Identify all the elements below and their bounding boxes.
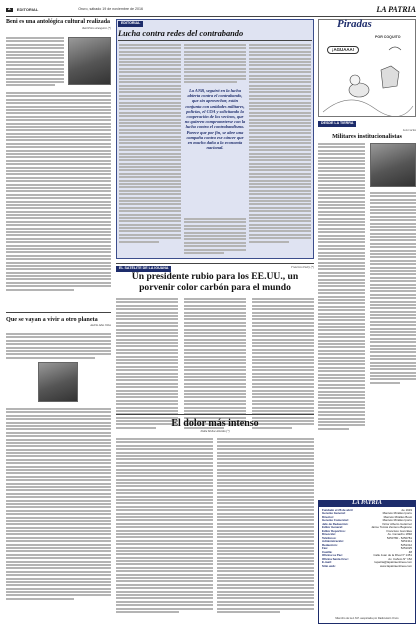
masthead-row-value: Av. Camacho 1892 [387,532,412,537]
issue-date: Oruro, sábado 19 de noviembre de 2016 [78,7,143,12]
main-article-byline: Francisco Endry (*) [291,266,314,269]
cartoon-caption: POR COQUITO [375,35,401,39]
masthead-row-label: Redacción: [322,542,338,547]
masthead-row-label: Jefe de Redacción: [322,521,349,526]
editorial-label: EDITORIAL [118,21,143,27]
left-article-1-text-a [6,37,64,86]
editorial-col-2-bottom [184,218,246,254]
opinion-byline: Luis Carlos [402,129,416,132]
masthead-row-label: Dirección: [322,532,337,537]
author-photo [38,362,78,402]
columnist-photo [68,37,111,85]
masthead-row-label: E-mail: [322,560,332,565]
left-article-2 [6,316,111,328]
masthead-row-value: 5251311 [400,539,412,544]
opinion-col-1 [318,143,365,430]
left-article-2-text-b [6,408,111,600]
masthead-title: LA PATRIA [319,501,415,507]
masthead-row-label: Oficina Santa Cruz: [322,556,349,561]
editorial-col-1 [119,44,181,243]
main-article-col-1 [116,298,178,429]
masthead-row-label: Fundado el 26 de abril [322,507,353,512]
opinion-section-label: DESDE LA TIERRA [318,121,356,127]
masthead-row-label: Editor Deportivo: [322,528,346,533]
left-article-1-byline: Raúl Pinto Aranguren (*) [82,27,111,30]
left-article-1-text-b [6,92,111,291]
masthead-row-value: www.lapatriaenlinea.com [380,563,412,568]
masthead-row-value: Av. Cañoto N° 152 [388,556,412,561]
masthead-row-value: de 1919 [401,507,412,512]
masthead-row-label: Editor General: [322,525,343,530]
masthead-box [318,500,416,624]
masthead-row-value: 5251025 [400,546,412,551]
editorial-pull-quote: La ANB, seguirá en la lucha abierta contra el contrabando, que sin aprovechar, están conjunta con unidades militares, policías, el COA y solicitando la cooperación de los vecinos, que no quieren comprometerse con la lucha contra el contrabandismo. Parece que por fin, se abre una campaña contra ese cáncer que en mucho daña a la economía nacional. [184,88,246,151]
masthead-row-label: Gerente Comercial: [322,518,349,523]
brand-name: LA PATRIA [376,5,416,15]
header-rule [6,16,416,17]
left-article-1 [6,19,111,31]
left-article-1-title: Beni es una antológica cultural realizada [6,19,111,25]
masthead-row-value: Víctor Alberto Gutiérrez [381,521,412,526]
cartoon-speech-bubble: ¡AGUAAA! [327,46,359,54]
masthead-row-label: Director: [322,514,335,519]
masthead-row-value: 48 [408,549,412,554]
editorial-col-3 [249,44,311,243]
masthead-row-value: Jaime Tomás Zenteno Bejarano [371,525,412,530]
bottom-article-title: El dolor más intenso [171,418,259,429]
masthead-row-label: Gerente General: [322,511,346,516]
bottom-article-col-1 [116,438,213,613]
main-article-title: Un presidente rubio para los EE.UU., un porvenir color carbón para el mundo [131,271,299,293]
left-article-2-text-a [6,333,111,359]
left-article-2-title: Que se vayan a vivir a otro planeta [6,316,98,323]
editorial-title: Lucha contra redes del contrabando [118,29,244,38]
editorial-col-2-top [184,44,246,83]
masthead-row-value: 5251312 [400,542,412,547]
masthead-rows [319,507,415,569]
page-number: 2 [8,6,11,13]
bottom-article-col-2 [217,438,314,613]
cartoon-panel [318,19,416,117]
masthead-row-value: lapatria@lapatriaenlinea.com [374,560,412,565]
masthead-row-value: Marcelo Miralles Bové [383,514,412,519]
masthead-row-label: Teléfonos: [322,535,337,540]
bottom-article-byline: Nadia Muñoz Almeida (*) [200,430,230,433]
masthead-row-label: Casilla: [322,549,333,554]
masthead-row-value: Marcelo Miralles Iporre [382,511,412,516]
section-name: EDITORIAL [16,7,39,13]
opinion-author-photo [370,143,416,187]
masthead-row-label: Oficina La Paz: [322,553,343,558]
bottom-article-top-rule [116,414,314,415]
masthead-row-value: Calle Juan de la Riva N° 1451 [373,553,412,558]
opinion-title: Militares institucionalistas [332,133,402,140]
main-article-section-label: EL SATÉLITE DE LA IGUANA [116,266,171,272]
masthead-row-value: Francisco Gonzáles [386,528,412,533]
masthead-row-label: Administración: [322,539,345,544]
editorial-title-rule [118,40,312,41]
masthead-footer: Miembro de la A.N.P. auspiciada por Radiovisión Oruro [335,617,399,621]
masthead-row-label: Sitio web: [322,563,336,568]
cartoon-drawing [319,20,417,118]
masthead-row [319,565,415,569]
opinion-col-2 [370,192,416,384]
masthead-row-label: Fax: [322,546,328,551]
masthead-row-value: 5250780 - 5250781 [386,535,412,540]
left-article-2-byline: Andrés Alba Oliva [90,324,111,327]
page-header [6,5,416,15]
main-article-col-2 [184,298,246,429]
main-article-top-rule [116,263,314,264]
masthead-row-value: Marcelo Miralles Iporre [382,518,412,523]
cartoon-brand: Piradas [337,18,372,30]
left-divider [6,312,111,313]
main-article-col-3 [252,298,314,429]
